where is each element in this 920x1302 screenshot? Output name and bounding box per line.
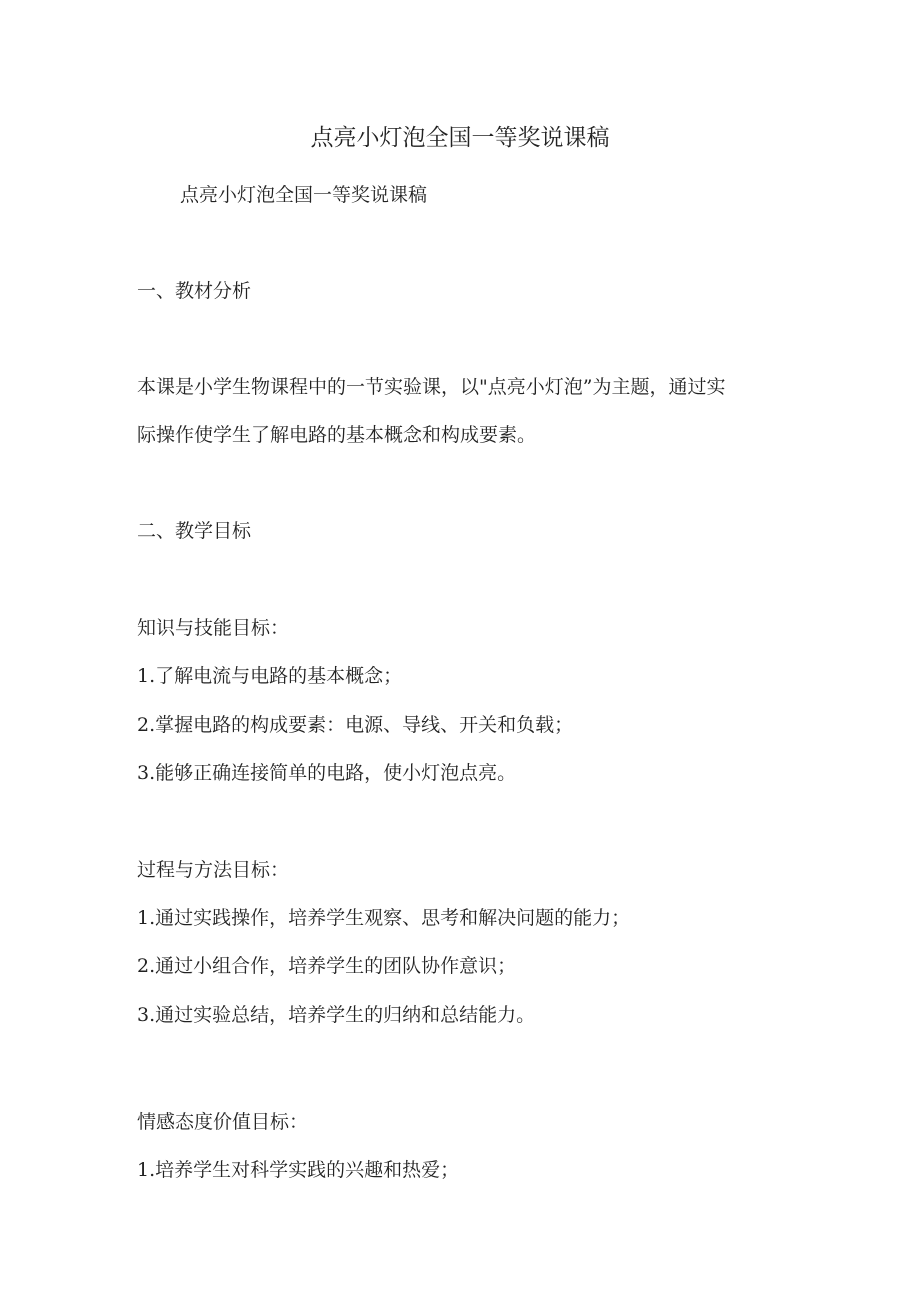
subheading-emotion: 情感态度价值目标： — [137, 1111, 309, 1133]
list-item: 1.通过实践操作，培养学生观察、思考和解决问题的能力； — [137, 907, 631, 929]
subheading-knowledge: 知识与技能目标： — [137, 617, 290, 639]
document-subtitle: 点亮小灯泡全国一等奖说课稿 — [180, 184, 428, 206]
section-heading-materials: 一、教材分析 — [137, 280, 252, 302]
paragraph-line: 本课是小学生物课程中的一节实验课，以"点亮小灯泡”为主题，通过实 — [137, 376, 726, 398]
list-item: 1.培养学生对科学实践的兴趣和热爱； — [137, 1159, 460, 1181]
list-item: 3.能够正确连接简单的电路，使小灯泡点亮。 — [137, 762, 517, 784]
list-item: 3.通过实验总结，培养学生的归纳和总结能力。 — [137, 1004, 536, 1026]
section-heading-objectives: 二、教学目标 — [137, 520, 252, 542]
list-item: 2.通过小组合作，培养学生的团队协作意识； — [137, 955, 517, 977]
paragraph-line: 际操作使学生了解电路的基本概念和构成要素。 — [137, 424, 537, 446]
subheading-process: 过程与方法目标： — [137, 859, 290, 881]
list-item: 1.了解电流与电路的基本概念； — [137, 665, 403, 687]
list-item: 2.掌握电路的构成要素：电源、导线、开关和负载； — [137, 714, 574, 736]
document-title: 点亮小灯泡全国一等奖说课稿 — [310, 125, 610, 151]
